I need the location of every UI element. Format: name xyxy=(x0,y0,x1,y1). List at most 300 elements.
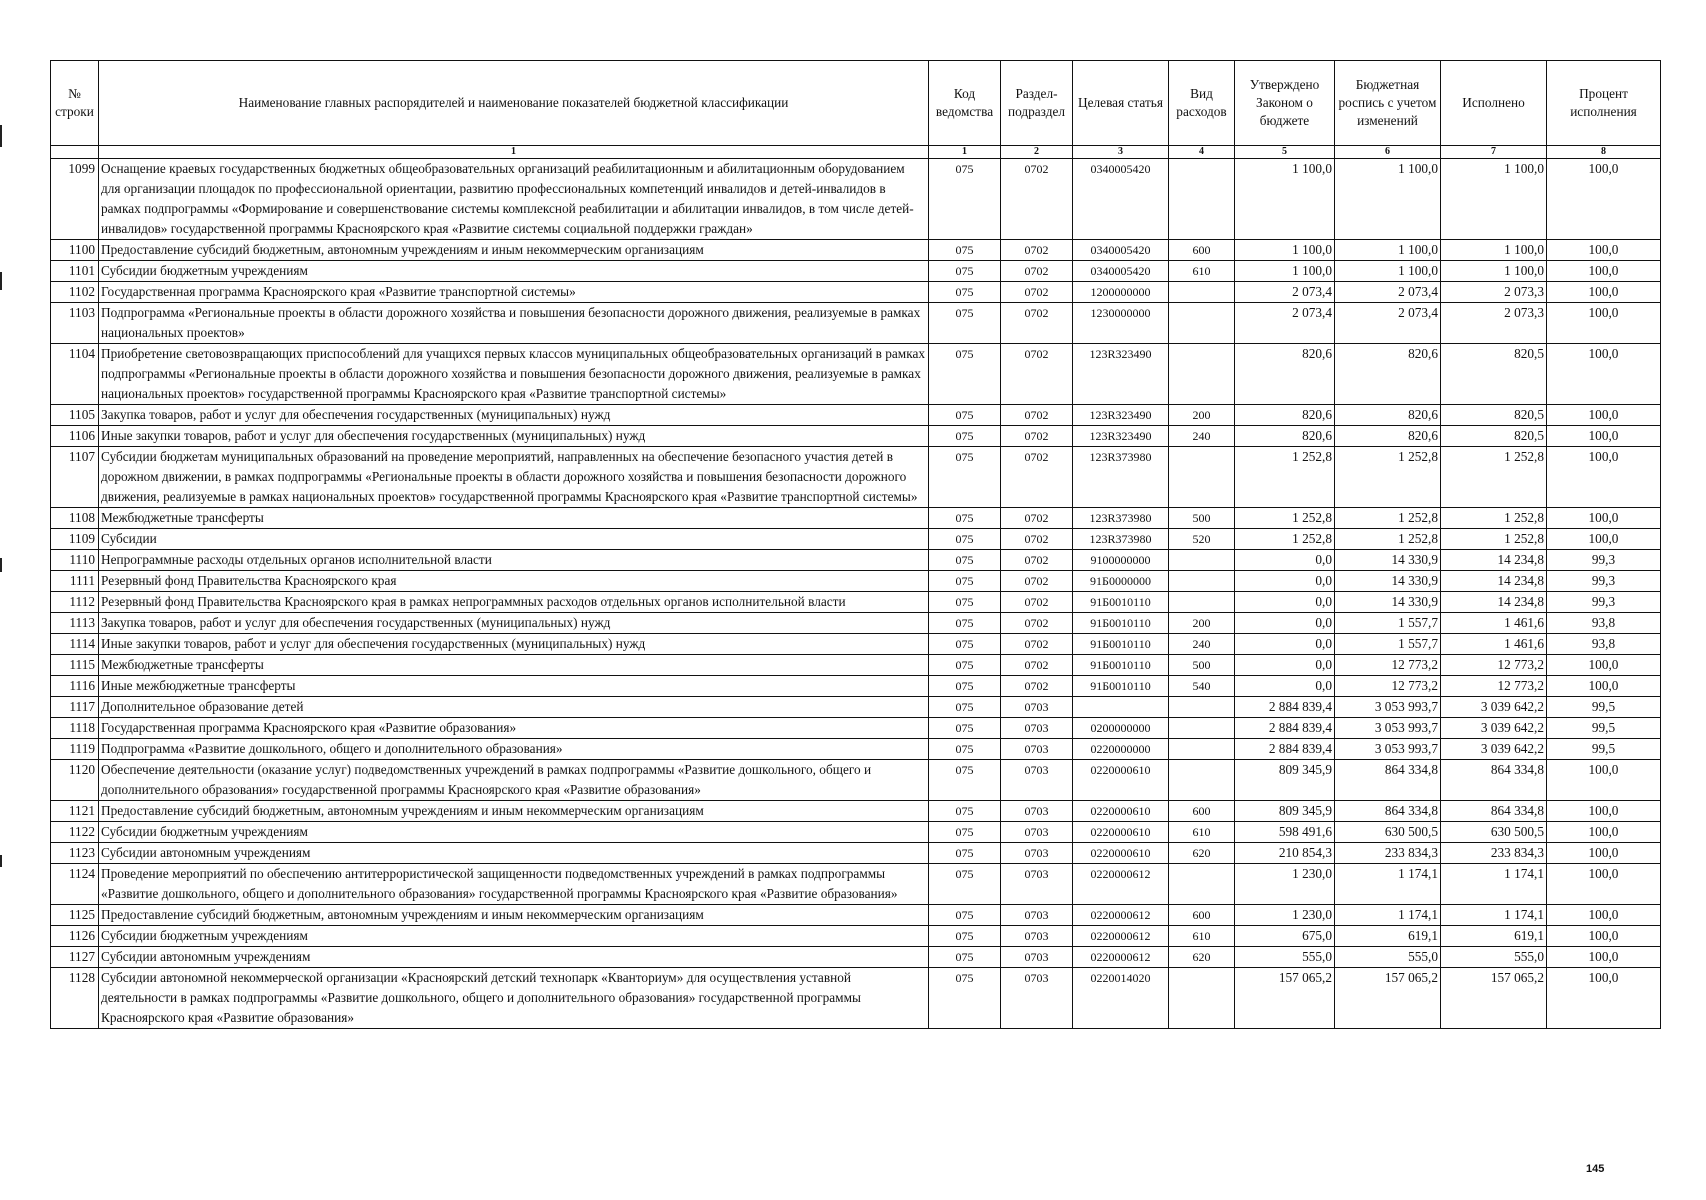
row-name-cell: Государственная программа Красноярского края «Развитие образования» xyxy=(99,718,929,739)
row-name-cell: Иные закупки товаров, работ и услуг для обеспечения государственных (муниципальных) нужд xyxy=(99,634,929,655)
section-cell: 0703 xyxy=(1001,760,1073,801)
expense-type-cell xyxy=(1169,968,1235,1029)
expense-type-cell xyxy=(1169,571,1235,592)
expense-type-cell xyxy=(1169,447,1235,508)
row-number-cell: 1112 xyxy=(51,592,99,613)
budget-list-cell: 12 773,2 xyxy=(1335,655,1441,676)
executed-cell: 233 834,3 xyxy=(1441,843,1547,864)
expense-type-cell: 500 xyxy=(1169,655,1235,676)
dept-code-cell: 075 xyxy=(929,760,1001,801)
budget-list-cell: 14 330,9 xyxy=(1335,550,1441,571)
budget-list-cell: 820,6 xyxy=(1335,344,1441,405)
target-cell: 123R323490 xyxy=(1073,344,1169,405)
approved-cell: 0,0 xyxy=(1235,655,1335,676)
executed-cell: 3 039 642,2 xyxy=(1441,697,1547,718)
row-number-cell: 1123 xyxy=(51,843,99,864)
approved-cell: 820,6 xyxy=(1235,405,1335,426)
column-number-row xyxy=(51,146,1661,159)
expense-type-cell xyxy=(1169,282,1235,303)
target-cell: 9100000000 xyxy=(1073,550,1169,571)
percent-cell: 93,8 xyxy=(1547,613,1661,634)
expense-type-cell: 200 xyxy=(1169,405,1235,426)
row-number-cell: 1128 xyxy=(51,968,99,1029)
table-body xyxy=(51,159,1661,1029)
dept-code-cell: 075 xyxy=(929,159,1001,240)
column-number-cell: 6 xyxy=(1335,146,1441,159)
table-row xyxy=(51,282,1661,303)
target-cell: 1200000000 xyxy=(1073,282,1169,303)
dept-code-cell: 075 xyxy=(929,864,1001,905)
section-cell: 0702 xyxy=(1001,344,1073,405)
scan-mark xyxy=(0,272,2,290)
row-number-cell: 1114 xyxy=(51,634,99,655)
dept-code-cell: 075 xyxy=(929,676,1001,697)
approved-cell: 809 345,9 xyxy=(1235,801,1335,822)
header-executed: Исполнено xyxy=(1441,61,1547,146)
percent-cell: 100,0 xyxy=(1547,303,1661,344)
row-number-cell: 1102 xyxy=(51,282,99,303)
expense-type-cell: 610 xyxy=(1169,822,1235,843)
table-row xyxy=(51,968,1661,1029)
column-number-cell: 8 xyxy=(1547,146,1661,159)
table-row xyxy=(51,843,1661,864)
percent-cell: 100,0 xyxy=(1547,843,1661,864)
page-number: 145 xyxy=(1586,1163,1605,1175)
table-row xyxy=(51,529,1661,550)
table-header-row xyxy=(51,61,1661,146)
row-name-cell: Обеспечение деятельности (оказание услуг) подведомственных учреждений в рамках подпрограммы «Развитие дошкольного, общего и дополнительного образования» государственной программы Красноярского края «Развитие образования» xyxy=(99,760,929,801)
section-cell: 0702 xyxy=(1001,508,1073,529)
dept-code-cell: 075 xyxy=(929,968,1001,1029)
header-expense-type: Вид расходов xyxy=(1169,61,1235,146)
section-cell: 0703 xyxy=(1001,718,1073,739)
target-cell: 0220014020 xyxy=(1073,968,1169,1029)
target-cell: 0220000612 xyxy=(1073,926,1169,947)
approved-cell: 2 884 839,4 xyxy=(1235,697,1335,718)
approved-cell: 809 345,9 xyxy=(1235,760,1335,801)
budget-list-cell: 1 100,0 xyxy=(1335,159,1441,240)
executed-cell: 1 100,0 xyxy=(1441,159,1547,240)
row-name-cell: Закупка товаров, работ и услуг для обеспечения государственных (муниципальных) нужд xyxy=(99,613,929,634)
target-cell: 91Б0010110 xyxy=(1073,613,1169,634)
percent-cell: 100,0 xyxy=(1547,864,1661,905)
row-number-cell: 1103 xyxy=(51,303,99,344)
executed-cell: 3 039 642,2 xyxy=(1441,739,1547,760)
percent-cell: 100,0 xyxy=(1547,655,1661,676)
dept-code-cell: 075 xyxy=(929,303,1001,344)
budget-list-cell: 3 053 993,7 xyxy=(1335,697,1441,718)
dept-code-cell: 075 xyxy=(929,240,1001,261)
row-name-cell: Межбюджетные трансферты xyxy=(99,508,929,529)
target-cell: 91Б0010110 xyxy=(1073,655,1169,676)
row-number-cell: 1113 xyxy=(51,613,99,634)
table-row xyxy=(51,592,1661,613)
executed-cell: 14 234,8 xyxy=(1441,571,1547,592)
executed-cell: 3 039 642,2 xyxy=(1441,718,1547,739)
row-number-cell: 1115 xyxy=(51,655,99,676)
expense-type-cell xyxy=(1169,864,1235,905)
dept-code-cell: 075 xyxy=(929,822,1001,843)
approved-cell: 0,0 xyxy=(1235,676,1335,697)
dept-code-cell: 075 xyxy=(929,739,1001,760)
percent-cell: 100,0 xyxy=(1547,529,1661,550)
target-cell: 91Б0010110 xyxy=(1073,676,1169,697)
row-name-cell: Дополнительное образование детей xyxy=(99,697,929,718)
percent-cell: 100,0 xyxy=(1547,405,1661,426)
approved-cell: 0,0 xyxy=(1235,613,1335,634)
expense-type-cell: 620 xyxy=(1169,843,1235,864)
percent-cell: 100,0 xyxy=(1547,240,1661,261)
budget-list-cell: 3 053 993,7 xyxy=(1335,718,1441,739)
executed-cell: 157 065,2 xyxy=(1441,968,1547,1029)
executed-cell: 1 100,0 xyxy=(1441,261,1547,282)
row-name-cell: Субсидии xyxy=(99,529,929,550)
section-cell: 0703 xyxy=(1001,739,1073,760)
expense-type-cell: 520 xyxy=(1169,529,1235,550)
dept-code-cell: 075 xyxy=(929,718,1001,739)
row-number-cell: 1108 xyxy=(51,508,99,529)
target-cell: 0220000610 xyxy=(1073,801,1169,822)
section-cell: 0702 xyxy=(1001,529,1073,550)
row-name-cell: Резервный фонд Правительства Красноярского края xyxy=(99,571,929,592)
executed-cell: 864 334,8 xyxy=(1441,801,1547,822)
table-row xyxy=(51,822,1661,843)
approved-cell: 1 100,0 xyxy=(1235,159,1335,240)
table-row xyxy=(51,760,1661,801)
approved-cell: 1 230,0 xyxy=(1235,905,1335,926)
percent-cell: 100,0 xyxy=(1547,905,1661,926)
section-cell: 0702 xyxy=(1001,405,1073,426)
budget-list-cell: 2 073,4 xyxy=(1335,282,1441,303)
target-cell: 91Б0010110 xyxy=(1073,592,1169,613)
target-cell: 0220000612 xyxy=(1073,947,1169,968)
section-cell: 0703 xyxy=(1001,697,1073,718)
budget-list-cell: 619,1 xyxy=(1335,926,1441,947)
table-row xyxy=(51,571,1661,592)
target-cell: 123R373980 xyxy=(1073,529,1169,550)
section-cell: 0702 xyxy=(1001,426,1073,447)
expense-type-cell: 200 xyxy=(1169,613,1235,634)
dept-code-cell: 075 xyxy=(929,926,1001,947)
table-row xyxy=(51,261,1661,282)
executed-cell: 1 252,8 xyxy=(1441,529,1547,550)
approved-cell: 2 884 839,4 xyxy=(1235,718,1335,739)
section-cell: 0703 xyxy=(1001,926,1073,947)
row-name-cell: Иные закупки товаров, работ и услуг для обеспечения государственных (муниципальных) нужд xyxy=(99,426,929,447)
approved-cell: 1 252,8 xyxy=(1235,508,1335,529)
percent-cell: 99,3 xyxy=(1547,550,1661,571)
executed-cell: 14 234,8 xyxy=(1441,550,1547,571)
target-cell: 0220000612 xyxy=(1073,905,1169,926)
table-row xyxy=(51,550,1661,571)
row-name-cell: Проведение мероприятий по обеспечению антитеррористической защищенности подведомственных учреждений в рамках подпрограммы «Развитие дошкольного, общего и дополнительного образования» государственной программы Красноярского края «Развитие образования» xyxy=(99,864,929,905)
row-number-cell: 1121 xyxy=(51,801,99,822)
target-cell: 0220000000 xyxy=(1073,739,1169,760)
executed-cell: 864 334,8 xyxy=(1441,760,1547,801)
expense-type-cell xyxy=(1169,344,1235,405)
section-cell: 0702 xyxy=(1001,282,1073,303)
approved-cell: 820,6 xyxy=(1235,426,1335,447)
row-name-cell: Предоставление субсидий бюджетным, автономным учреждениям и иным некоммерческим организациям xyxy=(99,801,929,822)
expense-type-cell xyxy=(1169,739,1235,760)
row-name-cell: Подпрограмма «Региональные проекты в области дорожного хозяйства и повышения безопасности дорожного движения, реализуемые в рамках национальных проектов» xyxy=(99,303,929,344)
table-row xyxy=(51,655,1661,676)
row-name-cell: Приобретение световозвращающих приспособлений для учащихся первых классов муниципальных общеобразовательных организаций в рамках подпрограммы «Региональные проекты в области дорожного хозяйства и повышения безопасности дорожного движения, реализуемые в рамках национальных проектов» государственной программы Красноярского края «Развитие транспортной системы» xyxy=(99,344,929,405)
executed-cell: 2 073,3 xyxy=(1441,303,1547,344)
section-cell: 0702 xyxy=(1001,655,1073,676)
table-row xyxy=(51,947,1661,968)
row-number-cell: 1107 xyxy=(51,447,99,508)
percent-cell: 100,0 xyxy=(1547,968,1661,1029)
percent-cell: 100,0 xyxy=(1547,344,1661,405)
section-cell: 0702 xyxy=(1001,550,1073,571)
expense-type-cell: 240 xyxy=(1169,634,1235,655)
approved-cell: 1 100,0 xyxy=(1235,240,1335,261)
budget-list-cell: 820,6 xyxy=(1335,426,1441,447)
percent-cell: 93,8 xyxy=(1547,634,1661,655)
row-number-cell: 1116 xyxy=(51,676,99,697)
section-cell: 0702 xyxy=(1001,447,1073,508)
executed-cell: 820,5 xyxy=(1441,344,1547,405)
table-row xyxy=(51,447,1661,508)
column-number-cell xyxy=(51,146,99,159)
expense-type-cell xyxy=(1169,159,1235,240)
expense-type-cell: 610 xyxy=(1169,261,1235,282)
header-percent: Процент исполнения xyxy=(1547,61,1661,146)
row-name-cell: Подпрограмма «Развитие дошкольного, общего и дополнительного образования» xyxy=(99,739,929,760)
row-name-cell: Оснащение краевых государственных бюджетных общеобразовательных организаций реабилитационным и абилитационным оборудованием для организации площадок по профессиональной ориентации, развитию профессиональных компетенций инвалидов и детей-инвалидов в рамках подпрограммы «Формирование и совершенствование системы комплексной реабилитации и абилитации инвалидов, в том числе детей-инвалидов» государственной программы Красноярского края «Развитие системы социальной поддержки граждан» xyxy=(99,159,929,240)
row-name-cell: Субсидии бюджетным учреждениям xyxy=(99,822,929,843)
approved-cell: 820,6 xyxy=(1235,344,1335,405)
approved-cell: 157 065,2 xyxy=(1235,968,1335,1029)
table-row xyxy=(51,718,1661,739)
row-number-cell: 1125 xyxy=(51,905,99,926)
budget-list-cell: 1 252,8 xyxy=(1335,508,1441,529)
dept-code-cell: 075 xyxy=(929,697,1001,718)
budget-list-cell: 233 834,3 xyxy=(1335,843,1441,864)
column-number-cell: 1 xyxy=(99,146,929,159)
percent-cell: 99,3 xyxy=(1547,592,1661,613)
section-cell: 0702 xyxy=(1001,634,1073,655)
row-number-cell: 1120 xyxy=(51,760,99,801)
approved-cell: 0,0 xyxy=(1235,571,1335,592)
percent-cell: 100,0 xyxy=(1547,822,1661,843)
dept-code-cell: 075 xyxy=(929,571,1001,592)
approved-cell: 2 073,4 xyxy=(1235,282,1335,303)
target-cell: 0220000610 xyxy=(1073,843,1169,864)
budget-list-cell: 630 500,5 xyxy=(1335,822,1441,843)
row-name-cell: Субсидии автономной некоммерческой организации «Красноярский детский технопарк «Кванториум» для осуществления уставной деятельности в рамках подпрограммы «Развитие дошкольного, общего и дополнительного образования» государственной программы Красноярского края «Развитие образования» xyxy=(99,968,929,1029)
percent-cell: 99,3 xyxy=(1547,571,1661,592)
section-cell: 0702 xyxy=(1001,159,1073,240)
row-number-cell: 1119 xyxy=(51,739,99,760)
row-name-cell: Резервный фонд Правительства Красноярского края в рамках непрограммных расходов отдельных органов исполнительной власти xyxy=(99,592,929,613)
row-number-cell: 1104 xyxy=(51,344,99,405)
budget-list-cell: 3 053 993,7 xyxy=(1335,739,1441,760)
approved-cell: 1 230,0 xyxy=(1235,864,1335,905)
expense-type-cell xyxy=(1169,718,1235,739)
executed-cell: 14 234,8 xyxy=(1441,592,1547,613)
target-cell: 0220000610 xyxy=(1073,822,1169,843)
expense-type-cell xyxy=(1169,592,1235,613)
executed-cell: 820,5 xyxy=(1441,426,1547,447)
row-name-cell: Субсидии бюджетам муниципальных образований на проведение мероприятий, направленных на обеспечение безопасного участия детей в дорожном движении, в рамках подпрограммы «Региональные проекты в области дорожного хозяйства и повышения безопасности дорожного движения, реализуемые в рамках национальных проектов» государственной программы Красноярского края «Развитие транспортной системы» xyxy=(99,447,929,508)
percent-cell: 100,0 xyxy=(1547,426,1661,447)
approved-cell: 0,0 xyxy=(1235,550,1335,571)
table-row xyxy=(51,426,1661,447)
budget-list-cell: 1 252,8 xyxy=(1335,529,1441,550)
dept-code-cell: 075 xyxy=(929,550,1001,571)
table-row xyxy=(51,634,1661,655)
table-row xyxy=(51,905,1661,926)
table-row xyxy=(51,159,1661,240)
row-name-cell: Предоставление субсидий бюджетным, автономным учреждениям и иным некоммерческим организациям xyxy=(99,240,929,261)
percent-cell: 100,0 xyxy=(1547,159,1661,240)
dept-code-cell: 075 xyxy=(929,508,1001,529)
budget-list-cell: 1 557,7 xyxy=(1335,613,1441,634)
executed-cell: 1 461,6 xyxy=(1441,634,1547,655)
expense-type-cell: 600 xyxy=(1169,905,1235,926)
header-approved: Утверждено Законом о бюджете xyxy=(1235,61,1335,146)
section-cell: 0703 xyxy=(1001,864,1073,905)
executed-cell: 630 500,5 xyxy=(1441,822,1547,843)
budget-list-cell: 14 330,9 xyxy=(1335,571,1441,592)
row-number-cell: 1127 xyxy=(51,947,99,968)
budget-list-cell: 864 334,8 xyxy=(1335,760,1441,801)
approved-cell: 1 100,0 xyxy=(1235,261,1335,282)
column-number-cell: 2 xyxy=(1001,146,1073,159)
section-cell: 0702 xyxy=(1001,571,1073,592)
row-name-cell: Субсидии бюджетным учреждениям xyxy=(99,261,929,282)
percent-cell: 100,0 xyxy=(1547,447,1661,508)
row-name-cell: Субсидии автономным учреждениям xyxy=(99,947,929,968)
dept-code-cell: 075 xyxy=(929,843,1001,864)
dept-code-cell: 075 xyxy=(929,405,1001,426)
dept-code-cell: 075 xyxy=(929,592,1001,613)
section-cell: 0702 xyxy=(1001,613,1073,634)
row-number-cell: 1105 xyxy=(51,405,99,426)
expense-type-cell xyxy=(1169,303,1235,344)
column-number-cell: 7 xyxy=(1441,146,1547,159)
row-name-cell: Непрограммные расходы отдельных органов исполнительной власти xyxy=(99,550,929,571)
target-cell: 0340005420 xyxy=(1073,240,1169,261)
budget-list-cell: 1 174,1 xyxy=(1335,864,1441,905)
section-cell: 0703 xyxy=(1001,801,1073,822)
table-row xyxy=(51,864,1661,905)
dept-code-cell: 075 xyxy=(929,344,1001,405)
row-number-cell: 1101 xyxy=(51,261,99,282)
target-cell: 123R373980 xyxy=(1073,447,1169,508)
header-section: Раздел-подраздел xyxy=(1001,61,1073,146)
section-cell: 0703 xyxy=(1001,968,1073,1029)
row-name-cell: Государственная программа Красноярского края «Развитие транспортной системы» xyxy=(99,282,929,303)
budget-list-cell: 1 557,7 xyxy=(1335,634,1441,655)
approved-cell: 675,0 xyxy=(1235,926,1335,947)
row-number-cell: 1117 xyxy=(51,697,99,718)
table-row xyxy=(51,344,1661,405)
approved-cell: 598 491,6 xyxy=(1235,822,1335,843)
header-row-no: № строки xyxy=(51,61,99,146)
percent-cell: 99,5 xyxy=(1547,718,1661,739)
row-name-cell: Межбюджетные трансферты xyxy=(99,655,929,676)
target-cell: 1230000000 xyxy=(1073,303,1169,344)
header-dept-code: Код ведомства xyxy=(929,61,1001,146)
budget-list-cell: 1 100,0 xyxy=(1335,261,1441,282)
dept-code-cell: 075 xyxy=(929,529,1001,550)
section-cell: 0702 xyxy=(1001,303,1073,344)
expense-type-cell xyxy=(1169,550,1235,571)
expense-type-cell: 600 xyxy=(1169,801,1235,822)
approved-cell: 2 073,4 xyxy=(1235,303,1335,344)
table-row xyxy=(51,676,1661,697)
section-cell: 0703 xyxy=(1001,947,1073,968)
section-cell: 0702 xyxy=(1001,261,1073,282)
approved-cell: 0,0 xyxy=(1235,592,1335,613)
approved-cell: 2 884 839,4 xyxy=(1235,739,1335,760)
header-budget-list: Бюджетная роспись с учетом изменений xyxy=(1335,61,1441,146)
target-cell: 0340005420 xyxy=(1073,261,1169,282)
executed-cell: 12 773,2 xyxy=(1441,655,1547,676)
table-row xyxy=(51,801,1661,822)
table-row xyxy=(51,240,1661,261)
percent-cell: 100,0 xyxy=(1547,676,1661,697)
table-row xyxy=(51,613,1661,634)
percent-cell: 100,0 xyxy=(1547,282,1661,303)
target-cell: 0220000612 xyxy=(1073,864,1169,905)
dept-code-cell: 075 xyxy=(929,613,1001,634)
section-cell: 0702 xyxy=(1001,592,1073,613)
expense-type-cell: 240 xyxy=(1169,426,1235,447)
approved-cell: 1 252,8 xyxy=(1235,447,1335,508)
approved-cell: 210 854,3 xyxy=(1235,843,1335,864)
executed-cell: 1 252,8 xyxy=(1441,447,1547,508)
expense-type-cell: 620 xyxy=(1169,947,1235,968)
row-number-cell: 1118 xyxy=(51,718,99,739)
executed-cell: 2 073,3 xyxy=(1441,282,1547,303)
percent-cell: 100,0 xyxy=(1547,508,1661,529)
row-name-cell: Субсидии автономным учреждениям xyxy=(99,843,929,864)
executed-cell: 12 773,2 xyxy=(1441,676,1547,697)
budget-list-cell: 157 065,2 xyxy=(1335,968,1441,1029)
budget-list-cell: 2 073,4 xyxy=(1335,303,1441,344)
percent-cell: 100,0 xyxy=(1547,926,1661,947)
percent-cell: 99,5 xyxy=(1547,739,1661,760)
column-number-cell: 5 xyxy=(1235,146,1335,159)
expense-type-cell xyxy=(1169,697,1235,718)
executed-cell: 555,0 xyxy=(1441,947,1547,968)
approved-cell: 1 252,8 xyxy=(1235,529,1335,550)
row-number-cell: 1111 xyxy=(51,571,99,592)
section-cell: 0702 xyxy=(1001,240,1073,261)
scan-mark xyxy=(0,125,2,147)
table-row xyxy=(51,926,1661,947)
table-row xyxy=(51,697,1661,718)
column-number-cell: 4 xyxy=(1169,146,1235,159)
row-name-cell: Закупка товаров, работ и услуг для обеспечения государственных (муниципальных) нужд xyxy=(99,405,929,426)
row-name-cell: Иные межбюджетные трансферты xyxy=(99,676,929,697)
column-number-cell: 3 xyxy=(1073,146,1169,159)
header-target: Целевая статья xyxy=(1073,61,1169,146)
row-name-cell: Предоставление субсидий бюджетным, автономным учреждениям и иным некоммерческим организациям xyxy=(99,905,929,926)
row-number-cell: 1109 xyxy=(51,529,99,550)
executed-cell: 1 252,8 xyxy=(1441,508,1547,529)
target-cell: 0340005420 xyxy=(1073,159,1169,240)
target-cell: 0220000610 xyxy=(1073,760,1169,801)
dept-code-cell: 075 xyxy=(929,634,1001,655)
executed-cell: 820,5 xyxy=(1441,405,1547,426)
row-number-cell: 1110 xyxy=(51,550,99,571)
row-number-cell: 1100 xyxy=(51,240,99,261)
